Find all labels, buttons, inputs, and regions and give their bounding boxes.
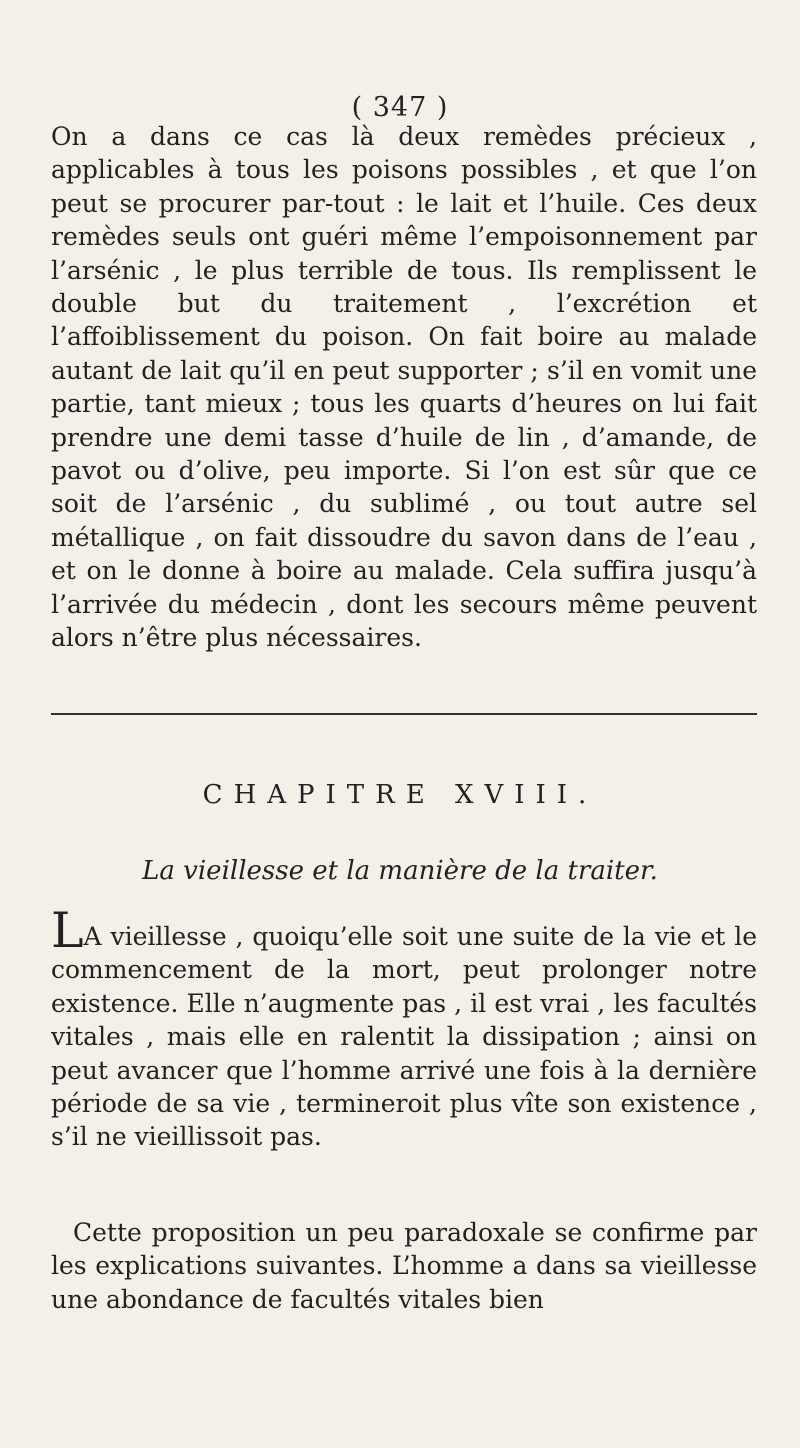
drop-cap: L bbox=[51, 902, 84, 959]
paragraph-old-age bbox=[51, 902, 757, 1154]
drop-cap-rest: A bbox=[83, 922, 102, 951]
paragraph-remedies: On a dans ce cas là deux remèdes précieux , applicables à tous les poisons possibles , et que l’on peut se procurer par-tout : le lait et l’huile. Ces deux remèdes seuls ont guéri même l’empoisonnement par l’arsénic , le plus terrible de tous. Ils remplissent le double but du traitement , l’excrétion et l’affoiblissement du poison. On fait boire au malade autant de lait qu’il en peut supporter ; s’il en vomit une partie, tant mieux ; tous les quarts d’heures on lui fait prendre une demi tasse d’huile de lin , d’amande, de pavot ou d’olive, peu importe. Si l’on est sûr que ce soit de l’arsénic , du sublimé , ou tout autre sel métallique , on fait dissoudre du savon dans de l’eau , et on le donne à boire au malade. Cela suffira jusqu’à l’arrivée du médecin , dont les secours même peuvent alors n’être plus nécessaires. bbox=[51, 122, 757, 653]
paragraph-old-age-text: vieillesse , quoiqu’elle soit une suite de la vie et le commencement de la mort, peut prolonger notre existence. Elle n’augmente pas , il est vrai , les facultés vitales , mais elle en ralentit la dissipation ; ainsi on peut avancer que l’homme arrivé une fois à la dernière période de sa vie , termineroit plus vîte son existence , s’il ne vieillissoit pas. bbox=[51, 922, 757, 1152]
chapter-subtitle: La vieillesse et la manière de la traiter. bbox=[142, 856, 658, 886]
chapter-title: CHAPITRE XVIII. bbox=[202, 780, 598, 810]
page-number: ( 347 ) bbox=[351, 92, 449, 123]
paragraph-proposition: Cette proposition un peu paradoxale se confirme par les explications suivantes. L’homme a dans sa vieillesse une abondance de facultés vitales bien bbox=[51, 1218, 757, 1314]
section-divider bbox=[51, 713, 757, 715]
